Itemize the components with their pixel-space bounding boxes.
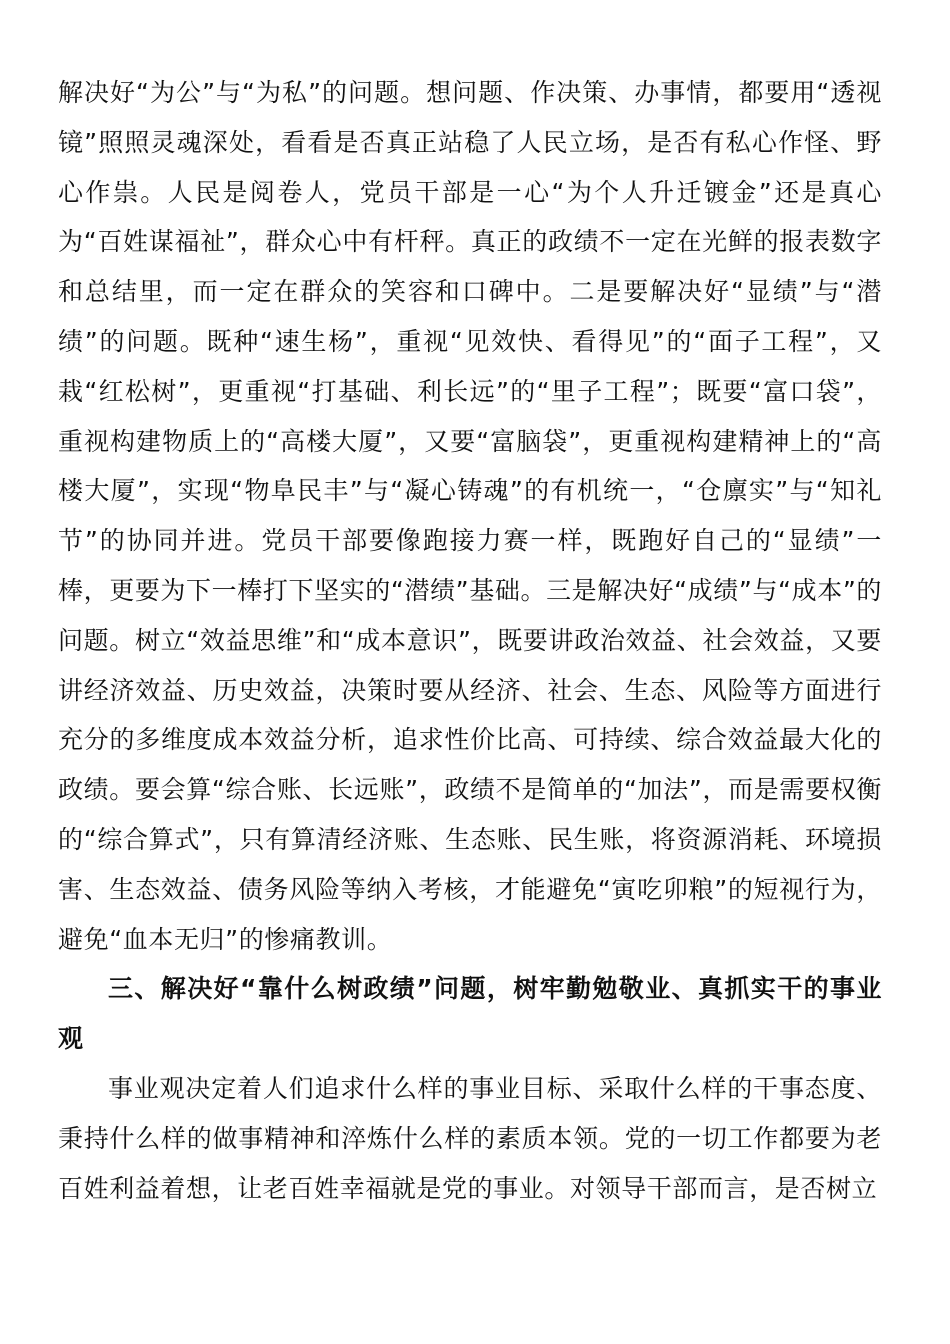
section-heading: 三、解决好“靠什么树政绩”问题，树牢勤勉敬业、真抓实干的事业观 <box>58 974 882 1054</box>
body-paragraph-continuation: 解决好“为公”与“为私”的问题。想问题、作决策、办事情，都要用“透视镜”照照灵魂深处，看看是否真正站稳了人民立场，是否有私心作怪、野心作祟。人民是阅卷人，党员干部是一心“为个人升迁镀金”还是真心为“百姓谋福祉”，群众心中有杆秤。真正的政绩不一定在光鲜的报表数字和总结里，而一定在群众的笑容和口碑中。二是要解决好“显绩”与“潜绩”的问题。既种“速生杨”，重视“见效快、看得见”的“面子工程”，又栽“红松树”，更重视“打基础、利长远”的“里子工程”；既要“富口袋”，重视构建物质上的“高楼大厦”，又要“富脑袋”，更重视构建精神上的“高楼大厦”，实现“物阜民丰”与“凝心铸魂”的有机统一，“仓廪实”与“知礼节”的协同并进。党员干部要像跑接力赛一样，既跑好自己的“显绩”一棒，更要为下一棒打下坚实的“潜绩”基础。三是解决好“成绩”与“成本”的问题。树立“效益思维”和“成本意识”，既要讲政治效益、社会效益，又要讲经济效益、历史效益，决策时要从经济、社会、生态、风险等方面进行充分的多维度成本效益分析，追求性价比高、可持续、综合效益最大化的政绩。要会算“综合账、长远账”，政绩不是简单的“加法”，而是需要权衡的“综合算式”，只有算清经济账、生态账、民生账，将资源消耗、环境损害、生态效益、债务风险等纳入考核，才能避免“寅吃卯粮”的短视行为，避免“血本无归”的惨痛教训。 <box>58 78 882 954</box>
body-paragraph-section: 事业观决定着人们追求什么样的事业目标、采取什么样的干事态度、秉持什么样的做事精神和淬炼什么样的素质本领。党的一切工作都要为老百姓利益着想，让老百姓幸福就是党的事业。对领导干部而言，是否树立 <box>58 1073 882 1203</box>
